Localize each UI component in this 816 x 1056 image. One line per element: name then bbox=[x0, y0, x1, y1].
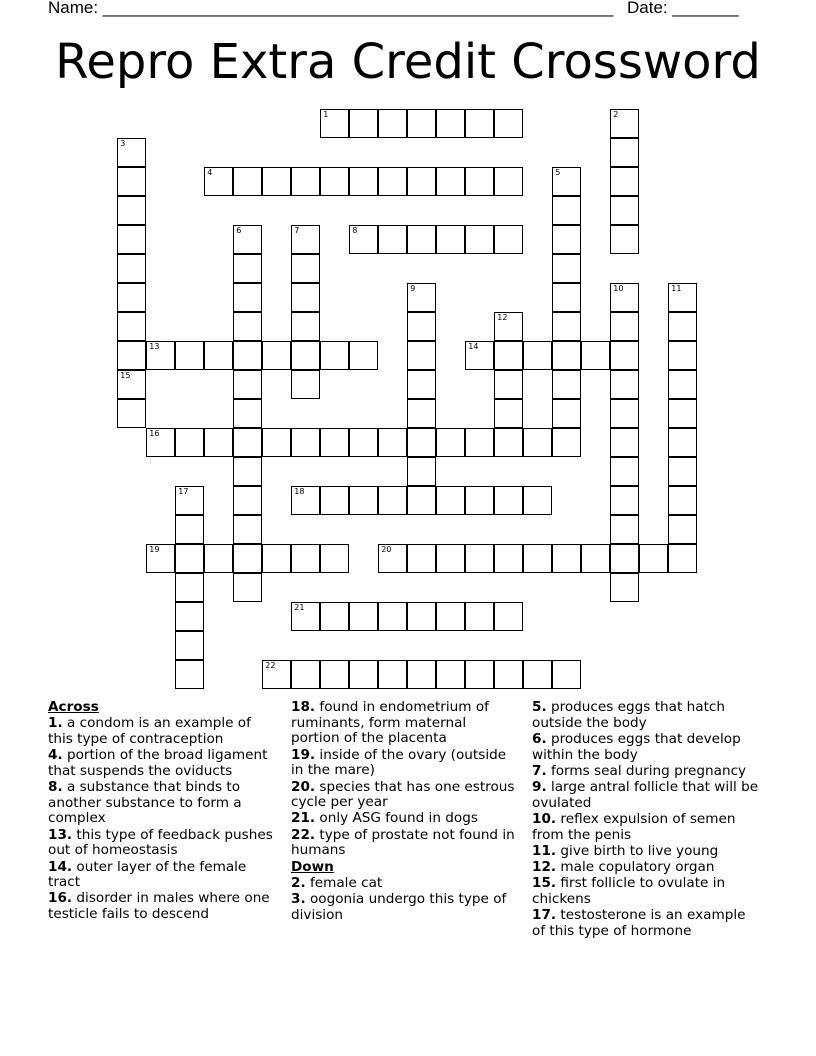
grid-cell[interactable] bbox=[668, 544, 697, 573]
grid-cell[interactable] bbox=[436, 109, 465, 138]
clue-text: reflex expulsion of semen from the penis bbox=[532, 810, 736, 843]
clue-text: found in endometrium of ruminants, form maternal portion of the placenta bbox=[291, 699, 489, 747]
grid-cell[interactable] bbox=[320, 341, 349, 370]
grid-cell[interactable] bbox=[494, 486, 523, 515]
clue-text: produces eggs that hatch outside the body bbox=[532, 699, 725, 731]
clue-number: 4. bbox=[48, 747, 63, 764]
grid-cell[interactable] bbox=[291, 660, 320, 689]
grid-cell[interactable] bbox=[146, 428, 175, 457]
grid-cell[interactable] bbox=[552, 254, 581, 283]
grid-cell[interactable] bbox=[668, 312, 697, 341]
grid-cell[interactable] bbox=[494, 399, 523, 428]
clue-item bbox=[532, 764, 762, 780]
grid-cell[interactable] bbox=[378, 544, 407, 573]
clue-text: first follicle to ovulate in chickens bbox=[532, 875, 726, 907]
grid-cell[interactable] bbox=[552, 167, 581, 196]
clue-number: 12 bbox=[497, 313, 508, 323]
grid-cell[interactable] bbox=[378, 167, 407, 196]
clues-column-1 bbox=[48, 700, 276, 923]
grid-cell[interactable] bbox=[146, 341, 175, 370]
grid-cell[interactable] bbox=[233, 486, 262, 515]
grid-cell[interactable] bbox=[436, 225, 465, 254]
grid-cell[interactable] bbox=[494, 660, 523, 689]
grid-cell[interactable] bbox=[407, 399, 436, 428]
grid-cell[interactable] bbox=[175, 486, 204, 515]
clue-number: 10. bbox=[532, 810, 557, 827]
grid-cell[interactable] bbox=[436, 486, 465, 515]
date-field[interactable]: Date: _______ bbox=[627, 0, 739, 17]
grid-cell[interactable] bbox=[117, 225, 146, 254]
grid-cell[interactable] bbox=[233, 457, 262, 486]
grid-cell[interactable] bbox=[610, 457, 639, 486]
grid-cell[interactable] bbox=[436, 602, 465, 631]
grid-cell[interactable] bbox=[523, 486, 552, 515]
grid-cell[interactable] bbox=[610, 428, 639, 457]
grid-cell[interactable] bbox=[610, 573, 639, 602]
clue-number: 19 bbox=[149, 545, 160, 555]
clue-item bbox=[532, 700, 762, 731]
grid-cell[interactable] bbox=[668, 399, 697, 428]
grid-cell[interactable] bbox=[581, 341, 610, 370]
clue-item bbox=[291, 876, 517, 892]
grid-cell[interactable] bbox=[407, 457, 436, 486]
clue-number: 20 bbox=[381, 545, 392, 555]
clue-number: 6. bbox=[532, 730, 547, 747]
clue-number: 9 bbox=[410, 284, 416, 294]
clue-number: 17 bbox=[178, 487, 189, 497]
clue-item bbox=[532, 908, 762, 939]
grid-cell[interactable] bbox=[349, 486, 378, 515]
clue-number: 18 bbox=[294, 487, 305, 497]
clue-number: 9. bbox=[532, 779, 547, 796]
clue-number: 5. bbox=[532, 699, 547, 715]
grid-cell[interactable] bbox=[320, 109, 349, 138]
clue-section-heading: Across bbox=[48, 699, 99, 715]
grid-cell[interactable] bbox=[610, 138, 639, 167]
grid-cell[interactable] bbox=[465, 109, 494, 138]
grid-cell[interactable] bbox=[465, 602, 494, 631]
grid-cell[interactable] bbox=[378, 225, 407, 254]
clue-number: 10 bbox=[613, 284, 624, 294]
grid-cell[interactable] bbox=[291, 341, 320, 370]
grid-cell[interactable] bbox=[233, 515, 262, 544]
clue-number: 21. bbox=[291, 810, 316, 827]
grid-cell[interactable] bbox=[320, 167, 349, 196]
grid-cell[interactable] bbox=[494, 109, 523, 138]
grid-cell[interactable] bbox=[378, 602, 407, 631]
grid-cell[interactable] bbox=[291, 167, 320, 196]
grid-cell[interactable] bbox=[494, 544, 523, 573]
clue-number: 6 bbox=[236, 226, 242, 236]
grid-cell[interactable] bbox=[262, 341, 291, 370]
grid-cell[interactable] bbox=[291, 428, 320, 457]
clue-item bbox=[291, 811, 517, 827]
grid-cell[interactable] bbox=[233, 225, 262, 254]
grid-cell[interactable] bbox=[204, 544, 233, 573]
clue-number: 13 bbox=[149, 342, 160, 352]
grid-cell[interactable] bbox=[262, 167, 291, 196]
grid-cell[interactable] bbox=[291, 254, 320, 283]
grid-cell[interactable] bbox=[552, 225, 581, 254]
grid-cell[interactable] bbox=[378, 486, 407, 515]
clue-text: forms seal during pregnancy bbox=[546, 762, 747, 779]
grid-cell[interactable] bbox=[668, 457, 697, 486]
grid-cell[interactable] bbox=[117, 341, 146, 370]
grid-cell[interactable] bbox=[175, 573, 204, 602]
grid-cell[interactable] bbox=[523, 428, 552, 457]
grid-cell[interactable] bbox=[320, 544, 349, 573]
grid-cell[interactable] bbox=[407, 341, 436, 370]
grid-cell[interactable] bbox=[610, 486, 639, 515]
grid-cell[interactable] bbox=[465, 428, 494, 457]
name-field[interactable]: Name: ______________________________________________________ bbox=[48, 0, 614, 17]
grid-cell[interactable] bbox=[349, 225, 378, 254]
clue-number: 22. bbox=[291, 826, 316, 843]
clue-item bbox=[48, 780, 276, 827]
clue-number: 1. bbox=[48, 715, 63, 732]
grid-cell[interactable] bbox=[349, 167, 378, 196]
grid-cell[interactable] bbox=[291, 602, 320, 631]
clue-number: 2 bbox=[613, 110, 619, 120]
clue-text: a condom is an example of this type of contraception bbox=[48, 715, 251, 747]
grid-cell[interactable] bbox=[204, 428, 233, 457]
grid-cell[interactable] bbox=[233, 254, 262, 283]
grid-cell[interactable] bbox=[552, 196, 581, 225]
clue-number: 13. bbox=[48, 826, 73, 843]
clue-number: 8. bbox=[48, 779, 63, 796]
grid-cell[interactable] bbox=[407, 486, 436, 515]
grid-cell[interactable] bbox=[175, 660, 204, 689]
clue-text: produces eggs that develop within the body bbox=[532, 730, 741, 763]
clue-item bbox=[532, 860, 762, 876]
clue-number: 4 bbox=[207, 168, 213, 178]
grid-cell[interactable] bbox=[320, 602, 349, 631]
grid-cell[interactable] bbox=[552, 399, 581, 428]
clue-text: testosterone is an example of this type of hormone bbox=[532, 907, 746, 939]
grid-cell[interactable] bbox=[523, 544, 552, 573]
grid-cell[interactable] bbox=[552, 660, 581, 689]
grid-cell[interactable] bbox=[494, 167, 523, 196]
grid-cell[interactable] bbox=[378, 660, 407, 689]
clue-item bbox=[48, 828, 276, 859]
grid-cell[interactable] bbox=[407, 660, 436, 689]
grid-cell[interactable] bbox=[291, 225, 320, 254]
clue-item bbox=[532, 812, 762, 843]
clue-number: 5 bbox=[555, 168, 561, 178]
grid-cell[interactable] bbox=[494, 602, 523, 631]
grid-cell[interactable] bbox=[233, 573, 262, 602]
grid-cell[interactable] bbox=[407, 109, 436, 138]
grid-cell[interactable] bbox=[175, 631, 204, 660]
grid-cell[interactable] bbox=[494, 312, 523, 341]
grid-cell[interactable] bbox=[320, 486, 349, 515]
grid-cell[interactable] bbox=[349, 428, 378, 457]
grid-cell[interactable] bbox=[668, 428, 697, 457]
grid-cell[interactable] bbox=[349, 109, 378, 138]
clue-text: outer layer of the female tract bbox=[48, 858, 247, 891]
clue-text: give birth to live young bbox=[556, 842, 719, 859]
clue-number: 7 bbox=[294, 226, 300, 236]
grid-cell[interactable] bbox=[291, 544, 320, 573]
clue-item bbox=[291, 780, 517, 811]
clue-text: inside of the ovary (outside in the mare) bbox=[291, 746, 507, 779]
clue-number: 3 bbox=[120, 139, 126, 149]
clue-number: 21 bbox=[294, 603, 305, 613]
clue-text: type of prostate not found in humans bbox=[291, 826, 515, 859]
grid-cell[interactable] bbox=[349, 341, 378, 370]
clue-item bbox=[291, 828, 517, 859]
grid-cell[interactable] bbox=[407, 370, 436, 399]
grid-cell[interactable] bbox=[233, 428, 262, 457]
grid-cell[interactable] bbox=[465, 341, 494, 370]
clue-item bbox=[291, 748, 517, 779]
grid-cell[interactable] bbox=[465, 544, 494, 573]
grid-cell[interactable] bbox=[494, 341, 523, 370]
clue-text: a substance that binds to another substance to form a complex bbox=[48, 779, 242, 827]
clue-item bbox=[532, 844, 762, 860]
grid-cell[interactable] bbox=[552, 544, 581, 573]
grid-cell[interactable] bbox=[146, 544, 175, 573]
grid-cell[interactable] bbox=[233, 544, 262, 573]
grid-cell[interactable] bbox=[610, 370, 639, 399]
clue-number: 15. bbox=[532, 875, 557, 892]
clue-number: 16 bbox=[149, 429, 160, 439]
grid-cell[interactable] bbox=[175, 602, 204, 631]
grid-cell[interactable] bbox=[291, 486, 320, 515]
grid-cell[interactable] bbox=[552, 428, 581, 457]
grid-cell[interactable] bbox=[117, 167, 146, 196]
grid-cell[interactable] bbox=[436, 167, 465, 196]
grid-cell[interactable] bbox=[407, 283, 436, 312]
clue-number: 20. bbox=[291, 778, 316, 795]
grid-cell[interactable] bbox=[175, 341, 204, 370]
clue-text: species that has one estrous cycle per year bbox=[291, 778, 515, 811]
clue-item bbox=[532, 732, 762, 763]
grid-cell[interactable] bbox=[639, 544, 668, 573]
clues-column-3 bbox=[532, 700, 762, 940]
clue-number: 18. bbox=[291, 699, 316, 715]
grid-cell[interactable] bbox=[117, 283, 146, 312]
grid-cell[interactable] bbox=[407, 225, 436, 254]
clue-number: 15 bbox=[120, 371, 131, 381]
grid-cell[interactable] bbox=[436, 544, 465, 573]
grid-cell[interactable] bbox=[407, 544, 436, 573]
clue-text: only ASG found in dogs bbox=[315, 810, 478, 827]
grid-cell[interactable] bbox=[668, 283, 697, 312]
grid-cell[interactable] bbox=[262, 660, 291, 689]
clue-number: 1 bbox=[323, 110, 329, 120]
clue-number: 22 bbox=[265, 661, 276, 671]
grid-cell[interactable] bbox=[552, 341, 581, 370]
grid-cell[interactable] bbox=[117, 196, 146, 225]
clue-text: female cat bbox=[305, 874, 383, 891]
grid-cell[interactable] bbox=[668, 370, 697, 399]
grid-cell[interactable] bbox=[465, 660, 494, 689]
grid-cell[interactable] bbox=[610, 515, 639, 544]
grid-cell[interactable] bbox=[668, 341, 697, 370]
grid-cell[interactable] bbox=[175, 428, 204, 457]
grid-cell[interactable] bbox=[494, 370, 523, 399]
grid-cell[interactable] bbox=[175, 544, 204, 573]
clue-section-heading: Down bbox=[291, 858, 334, 875]
grid-cell[interactable] bbox=[175, 515, 204, 544]
grid-cell[interactable] bbox=[117, 312, 146, 341]
grid-cell[interactable] bbox=[523, 660, 552, 689]
grid-cell[interactable] bbox=[407, 167, 436, 196]
grid-cell[interactable] bbox=[291, 370, 320, 399]
grid-cell[interactable] bbox=[610, 399, 639, 428]
clue-item bbox=[291, 892, 517, 923]
clue-number: 11 bbox=[671, 284, 682, 294]
grid-cell[interactable] bbox=[204, 341, 233, 370]
grid-cell[interactable] bbox=[291, 312, 320, 341]
clue-text: portion of the broad ligament that suspends the oviducts bbox=[48, 747, 268, 779]
grid-cell[interactable] bbox=[349, 602, 378, 631]
grid-cell[interactable] bbox=[204, 167, 233, 196]
grid-cell[interactable] bbox=[407, 312, 436, 341]
grid-cell[interactable] bbox=[552, 283, 581, 312]
grid-cell[interactable] bbox=[320, 660, 349, 689]
clue-number: 16. bbox=[48, 890, 73, 907]
grid-cell[interactable] bbox=[117, 370, 146, 399]
grid-cell[interactable] bbox=[581, 544, 610, 573]
clue-item bbox=[291, 700, 517, 747]
clue-item bbox=[532, 876, 762, 907]
grid-cell[interactable] bbox=[233, 312, 262, 341]
clue-number: 19. bbox=[291, 746, 316, 763]
grid-cell[interactable] bbox=[610, 196, 639, 225]
grid-cell[interactable] bbox=[668, 515, 697, 544]
clue-item bbox=[48, 891, 276, 922]
grid-cell[interactable] bbox=[610, 341, 639, 370]
clue-item bbox=[48, 748, 276, 779]
clues-column-2 bbox=[291, 700, 517, 924]
clue-text: disorder in males where one testicle fails to descend bbox=[48, 890, 270, 923]
grid-cell[interactable] bbox=[320, 428, 349, 457]
grid-cell[interactable] bbox=[407, 428, 436, 457]
grid-cell[interactable] bbox=[117, 254, 146, 283]
clue-number: 17. bbox=[532, 907, 557, 924]
grid-cell[interactable] bbox=[233, 283, 262, 312]
grid-cell[interactable] bbox=[378, 109, 407, 138]
clue-text: this type of feedback pushes out of homeostasis bbox=[48, 826, 273, 859]
grid-cell[interactable] bbox=[117, 138, 146, 167]
grid-cell[interactable] bbox=[233, 399, 262, 428]
grid-cell[interactable] bbox=[349, 660, 378, 689]
grid-cell[interactable] bbox=[291, 283, 320, 312]
grid-cell[interactable] bbox=[407, 602, 436, 631]
clue-text: oogonia undergo this type of division bbox=[291, 890, 507, 923]
clue-number: 2. bbox=[291, 874, 306, 891]
clue-number: 11. bbox=[532, 842, 557, 859]
grid-cell[interactable] bbox=[494, 428, 523, 457]
grid-cell[interactable] bbox=[610, 167, 639, 196]
grid-cell[interactable] bbox=[610, 544, 639, 573]
grid-cell[interactable] bbox=[610, 109, 639, 138]
grid-cell[interactable] bbox=[610, 225, 639, 254]
clue-number: 12. bbox=[532, 859, 557, 876]
grid-cell[interactable] bbox=[262, 544, 291, 573]
grid-cell[interactable] bbox=[552, 370, 581, 399]
grid-cell[interactable] bbox=[378, 428, 407, 457]
grid-cell[interactable] bbox=[117, 399, 146, 428]
grid-cell[interactable] bbox=[436, 428, 465, 457]
grid-cell[interactable] bbox=[233, 167, 262, 196]
clue-item bbox=[532, 780, 762, 811]
grid-cell[interactable] bbox=[610, 283, 639, 312]
grid-cell[interactable] bbox=[552, 312, 581, 341]
clue-text: large antral follicle that will be ovulated bbox=[532, 779, 759, 811]
clue-text: male copulatory organ bbox=[556, 859, 715, 876]
clue-item bbox=[48, 860, 276, 891]
grid-cell[interactable] bbox=[465, 167, 494, 196]
page-title: Repro Extra Credit Crossword bbox=[55, 34, 761, 90]
clue-number: 14 bbox=[468, 342, 479, 352]
clue-item bbox=[48, 716, 276, 747]
grid-cell[interactable] bbox=[233, 341, 262, 370]
clue-number: 3. bbox=[291, 890, 306, 907]
grid-cell[interactable] bbox=[465, 225, 494, 254]
grid-cell[interactable] bbox=[668, 486, 697, 515]
grid-cell[interactable] bbox=[436, 660, 465, 689]
clue-number: 8 bbox=[352, 226, 358, 236]
grid-cell[interactable] bbox=[233, 370, 262, 399]
grid-cell[interactable] bbox=[465, 486, 494, 515]
grid-cell[interactable] bbox=[610, 312, 639, 341]
grid-cell[interactable] bbox=[494, 225, 523, 254]
clue-number: 14. bbox=[48, 858, 73, 875]
clue-number: 7. bbox=[532, 762, 547, 779]
grid-cell[interactable] bbox=[523, 341, 552, 370]
grid-cell[interactable] bbox=[262, 428, 291, 457]
